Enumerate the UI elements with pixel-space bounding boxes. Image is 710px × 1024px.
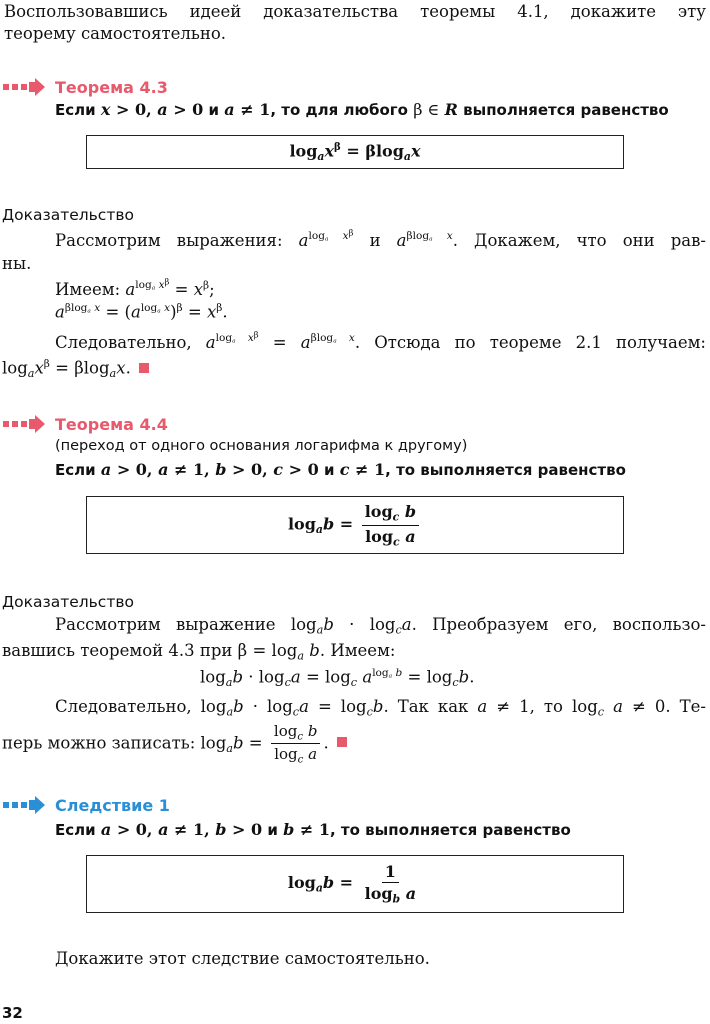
corollary-1-condition: Если a > 0, a ≠ 1, b > 0 и b ≠ 1, то выполняется равенство (55, 820, 571, 839)
theorem-4-4-proof-line-3: $\log_ab \cdot \log_ca = \log_c a^{loga b} = \log_cb$. (200, 667, 475, 690)
theorem-4-4-condition: Если a > 0, a ≠ 1, b > 0, c > 0 и c ≠ 1, то выполняется равенство (55, 460, 626, 479)
pink-arrow-icon (2, 78, 46, 96)
intro-line-1: Воспользовавшись идеей доказательства теоремы 4.1, докажите эту (4, 2, 706, 21)
cond-in: ∈ (427, 100, 440, 119)
theorem-4-4-proof-line-1: Рассмотрим выражение $\log_ab \cdot \log_ca$. Преобразуем его, воспользо- (55, 615, 706, 637)
corollary-1-formula-box (86, 855, 624, 913)
theorem-4-3-proof-line-6: $\log_ax^\beta = \beta\log_ax$. (2, 358, 149, 380)
qed-square-icon (139, 363, 149, 373)
theorem-4-3-formula: $\log_ax^\beta = \beta\log_ax$ (289, 141, 421, 163)
theorem-4-4-proof-line-4: Следовательно, $\log_ab \cdot \log_ca = \log_cb$. Так как a ≠ 1, то $\log_c a \ne 0$. Те- (55, 697, 706, 719)
theorem-4-3-title: Теорема 4.3 (55, 78, 168, 97)
theorem-4-3-proof-line-5: Следовательно, $a^{loga x^\beta} = a^{\beta loga x}$. Отсюда по теореме 2.1 получаем: (55, 330, 706, 352)
theorem-4-3-proof-line-3: Имеем: $a^{loga x^\beta} = x^\beta$; (55, 277, 215, 299)
theorem-4-3-proof-line-1: Рассмотрим выражения: $a^{loga x^\beta}$ и $a^{\beta loga x}$. Докажем, что они рав- (55, 228, 706, 250)
corollary-1-title: Следствие 1 (55, 796, 170, 815)
theorem-4-3-formula-box (86, 135, 624, 169)
page-number: 32 (2, 1004, 23, 1022)
theorem-4-3-condition: Если x > 0, a > 0 и a ≠ 1, то для любого β ∈ R выполняется равенство (55, 100, 669, 119)
pink-arrow-icon (2, 415, 46, 433)
theorem-4-4-proof-line-2: вавшись теоремой 4.3 при $\beta = \log_a b$. Имеем: (2, 641, 396, 663)
corollary-1-outro: Докажите этот следствие самостоятельно. (55, 949, 430, 968)
theorem-4-3-proof-label: Доказательство (2, 206, 134, 224)
theorem-4-4-subtitle: (переход от одного основания логарифма к другому) (55, 438, 468, 454)
qed-square-icon (337, 737, 347, 747)
theorem-4-4-title: Теорема 4.4 (55, 415, 168, 434)
blue-arrow-icon (2, 796, 46, 814)
cond-and: и (208, 101, 220, 119)
cond-if: Если (55, 101, 96, 119)
theorem-4-3-proof-line-2: ны. (2, 254, 32, 273)
theorem-4-4-formula-box (86, 496, 624, 554)
cond-R: R (444, 100, 458, 119)
cond-for: , то для любого (270, 101, 408, 119)
theorem-4-4-proof-line-5: перь можно записать: $\log_ab$ = $\frac{\log_c b}{\log_c a}$ . (2, 722, 347, 766)
corollary-1-formula: $\log_ab$ = $\frac{1}{\log_b a}$ (287, 862, 417, 906)
intro-line-2: теорему самостоятельно. (4, 24, 227, 43)
theorem-4-4-formula: $\log_ab$ = $\frac{\log_c b}{\log_c a}$ (288, 502, 422, 548)
theorem-4-3-proof-line-4: $a^{\beta loga x} = (a^{loga x})^\beta = x^\beta$. (55, 302, 228, 322)
cond-tail: выполняется равенство (463, 101, 669, 119)
theorem-4-4-proof-label: Доказательство (2, 593, 134, 611)
